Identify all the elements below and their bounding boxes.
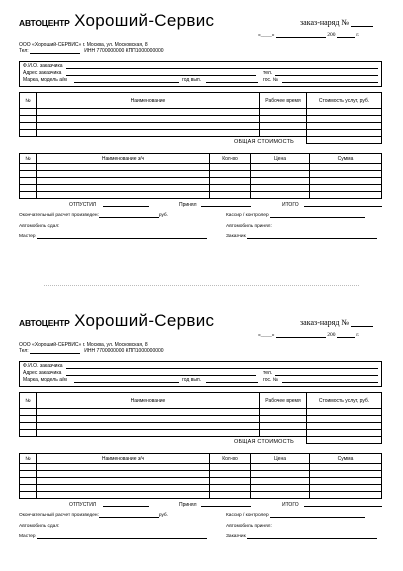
table-row[interactable]: [20, 164, 382, 171]
works-col-num: №: [20, 393, 37, 409]
cashier-line: Кассир / контролер: [226, 213, 365, 218]
car-model-field[interactable]: [74, 382, 179, 383]
table-row[interactable]: [20, 464, 382, 471]
works-col-name: Наименование: [37, 93, 260, 109]
table-row[interactable]: [20, 123, 382, 130]
table-row[interactable]: [20, 430, 382, 437]
order-number: [300, 318, 373, 327]
works-total-label: ОБЩАЯ СТОИМОСТЬ: [234, 439, 294, 445]
order-number-field[interactable]: [351, 26, 373, 27]
car-year-field[interactable]: [206, 382, 258, 383]
client-fio-label: Ф.И.О. заказчика: [23, 363, 63, 369]
master-field[interactable]: [37, 234, 207, 239]
table-row[interactable]: [20, 409, 382, 416]
settle-line: Окончательный расчет произведен: руб.: [19, 513, 169, 518]
total-field[interactable]: [304, 202, 382, 207]
parts-col-qty: Кол-во: [210, 454, 251, 464]
date-year-field[interactable]: [337, 33, 355, 38]
accepted-field[interactable]: [201, 502, 251, 507]
date-year-field[interactable]: [337, 333, 355, 338]
client-info-box: [19, 361, 382, 387]
master-line: Мастер: [19, 534, 207, 539]
customer-field[interactable]: [247, 534, 377, 539]
car-model-field[interactable]: [74, 82, 179, 83]
brand-name: Хороший-Сервис: [74, 11, 215, 30]
client-fio-field[interactable]: [66, 68, 378, 69]
parts-col-num: №: [20, 454, 37, 464]
parts-table: [19, 453, 382, 499]
client-tel-label: тел.: [263, 370, 273, 376]
table-row[interactable]: [20, 478, 382, 485]
settle-line: Окончательный расчет произведен: руб.: [19, 213, 169, 218]
total-row: [20, 137, 382, 144]
car-plate-field[interactable]: [282, 382, 378, 383]
car-given-line: Автомобиль сдал:: [19, 524, 60, 529]
car-plate-label: гос. №: [263, 77, 279, 83]
car-plate-label: гос. №: [263, 377, 279, 383]
total-row: [20, 437, 382, 444]
issued-field[interactable]: [103, 502, 149, 507]
table-row[interactable]: [20, 116, 382, 123]
parts-col-num: №: [20, 154, 37, 164]
works-col-cost: Стоимость услуг, руб.: [307, 93, 382, 109]
client-info-box: [19, 61, 382, 87]
parts-col-price: Цена: [251, 454, 310, 464]
order-date: «____» 200 г.: [258, 332, 360, 338]
car-plate-field[interactable]: [282, 82, 378, 83]
issued-label: ОТПУСТИЛ: [69, 202, 97, 208]
parts-col-sum: Сумма: [310, 454, 382, 464]
cashier-field[interactable]: [270, 213, 365, 218]
car-taken-line: Автомобиль принял:: [226, 524, 272, 529]
settle-field[interactable]: [99, 213, 159, 218]
works-total-cell[interactable]: [307, 137, 382, 144]
cashier-field[interactable]: [270, 513, 365, 518]
company-info: ООО «Хороший-СЕРВИС» г. Москва, ул. Московская, 8 Тел: ИНН 7700000000 КПП1000000000: [19, 42, 164, 54]
brand-small: АВТОЦЕНТР: [19, 18, 70, 28]
client-tel-field[interactable]: [275, 375, 378, 376]
brand-name: Хороший-Сервис: [74, 311, 215, 330]
work-order-form-1: [0, 0, 403, 270]
table-row[interactable]: [20, 192, 382, 199]
order-number: [300, 18, 373, 27]
client-address-label: Адрес заказчика: [23, 70, 62, 76]
total-label: ИТОГО: [282, 502, 299, 508]
order-number-field[interactable]: [351, 326, 373, 327]
car-model-label: Марка, модель а/м: [23, 377, 67, 383]
table-row[interactable]: [20, 109, 382, 116]
client-address-label: Адрес заказчика: [23, 370, 62, 376]
works-col-cost: Стоимость услуг, руб.: [307, 393, 382, 409]
car-year-field[interactable]: [206, 82, 258, 83]
table-row[interactable]: [20, 471, 382, 478]
parts-table: [19, 153, 382, 199]
works-col-time: Рабочее время: [260, 93, 307, 109]
brand-logo: [19, 311, 214, 331]
car-given-line: Автомобиль сдал:: [19, 224, 60, 229]
works-total-label: ОБЩАЯ СТОИМОСТЬ: [234, 139, 294, 145]
parts-col-qty: Кол-во: [210, 154, 251, 164]
total-label: ИТОГО: [282, 202, 299, 208]
date-month-field[interactable]: [276, 333, 326, 338]
works-table: [19, 92, 382, 144]
client-tel-field[interactable]: [275, 75, 378, 76]
car-year-label: год вып.: [182, 377, 202, 383]
accepted-field[interactable]: [201, 202, 251, 207]
brand-logo: [19, 11, 214, 31]
order-label: заказ-наряд №: [300, 318, 350, 327]
client-fio-label: Ф.И.О. заказчика: [23, 63, 63, 69]
car-taken-line: Автомобиль принял:: [226, 224, 272, 229]
parts-col-price: Цена: [251, 154, 310, 164]
order-label: заказ-наряд №: [300, 18, 350, 27]
table-row[interactable]: [20, 492, 382, 499]
parts-col-name: Наименование з/ч: [37, 154, 210, 164]
master-line: Мастер: [19, 234, 207, 239]
car-model-label: Марка, модель а/м: [23, 77, 67, 83]
settle-field[interactable]: [99, 513, 159, 518]
works-col-time: Рабочее время: [260, 393, 307, 409]
works-total-cell[interactable]: [307, 437, 382, 444]
order-date: «____» 200 г.: [258, 32, 360, 38]
customer-line: Заказчик: [226, 234, 377, 239]
client-fio-field[interactable]: [66, 368, 378, 369]
accepted-label: Принял: [179, 502, 197, 508]
parts-col-sum: Сумма: [310, 154, 382, 164]
issued-field[interactable]: [103, 202, 149, 207]
works-table: [19, 392, 382, 444]
cashier-line: Кассир / контролер: [226, 513, 365, 518]
table-row[interactable]: [20, 423, 382, 430]
cut-line: [44, 285, 359, 286]
works-col-num: №: [20, 93, 37, 109]
issued-label: ОТПУСТИЛ: [69, 502, 97, 508]
date-month-field[interactable]: [276, 33, 326, 38]
accepted-label: Принял: [179, 202, 197, 208]
client-tel-label: тел.: [263, 70, 273, 76]
table-row[interactable]: [20, 185, 382, 192]
work-order-form-2: [0, 300, 403, 570]
client-address-field[interactable]: [66, 375, 256, 376]
client-address-field[interactable]: [66, 75, 256, 76]
table-row[interactable]: [20, 416, 382, 423]
total-field[interactable]: [304, 502, 382, 507]
customer-line: Заказчик: [226, 534, 377, 539]
table-row[interactable]: [20, 130, 382, 137]
table-row[interactable]: [20, 178, 382, 185]
customer-field[interactable]: [247, 234, 377, 239]
table-row[interactable]: [20, 171, 382, 178]
works-col-name: Наименование: [37, 393, 260, 409]
car-year-label: год вып.: [182, 77, 202, 83]
brand-small: АВТОЦЕНТР: [19, 318, 70, 328]
master-field[interactable]: [37, 534, 207, 539]
table-row[interactable]: [20, 485, 382, 492]
parts-col-name: Наименование з/ч: [37, 454, 210, 464]
company-info: ООО «Хороший-СЕРВИС» г. Москва, ул. Московская, 8 Тел: ИНН 7700000000 КПП1000000000: [19, 342, 164, 354]
